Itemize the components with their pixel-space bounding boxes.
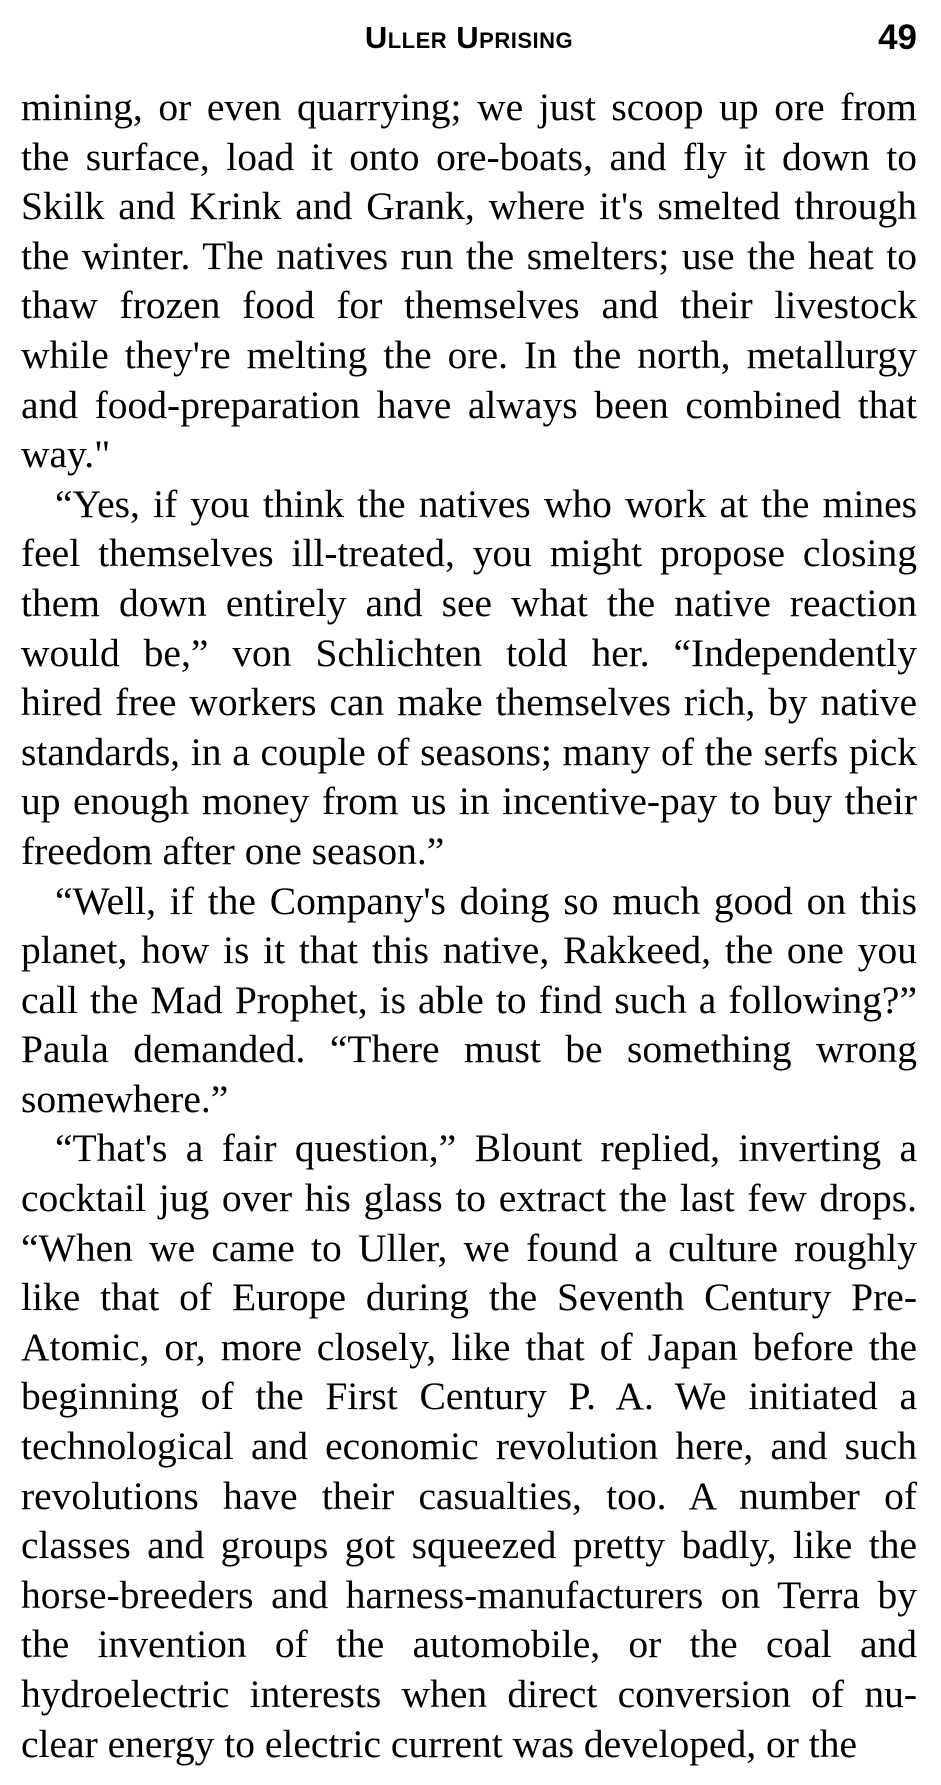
book-page — [21, 0, 917, 1785]
paragraph: “Yes, if you think the natives who work at the mines feel themselves ill-treated, you might propose closing them down entirely and see what the native reaction would be,” von Schlichten told her. “Independently hired free workers can make themselves rich, by native standards, in a couple of seasons; many of the serfs pick up enough money from us in incentive-pay to buy their freedom after one season.” — [21, 481, 917, 873]
paragraph-continuation: mining, or even quarrying; we just scoop up ore from the surface, load it onto ore-boats, and fly it down to Skilk and Krink and Grank, where it's smelted through the winter. The natives run the smelters; use the heat to thaw frozen food for themselves and their livestock while they're melting the ore. In the north, metallurgy and food-preparation have always been combined that way." — [21, 85, 917, 477]
paragraph: “That's a fair question,” Blount replied, inverting a cocktail jug over his glass to extract the last few drops. “When we came to Uller, we found a culture roughly like that of Europe during the Seventh Century Pre-Atomic, or, more closely, like that of Japan before the beginning of the First Century P. A. We initiated a technological and economic revolution here, and such revolutions have their casualties, too. A number of classes and groups got squeezed pretty badly, like the horse-breeders and harness-manufacturers on Terra by the invention of the automobile, or the coal and hydroelectric interests when direct conversion of nuclear energy to electric current was developed, or the — [21, 1126, 917, 1766]
running-title: Uller Uprising — [364, 20, 574, 55]
page-number: 49 — [878, 18, 917, 57]
paragraph: “Well, if the Company's doing so much good on this planet, how is it that this native, Rakkeed, the one you call the Mad Prophet, is able to find such a following?” Paula demanded. “There must be something wrong somewhere.” — [21, 878, 917, 1121]
body-text — [21, 83, 917, 1769]
page-header — [21, 14, 917, 64]
